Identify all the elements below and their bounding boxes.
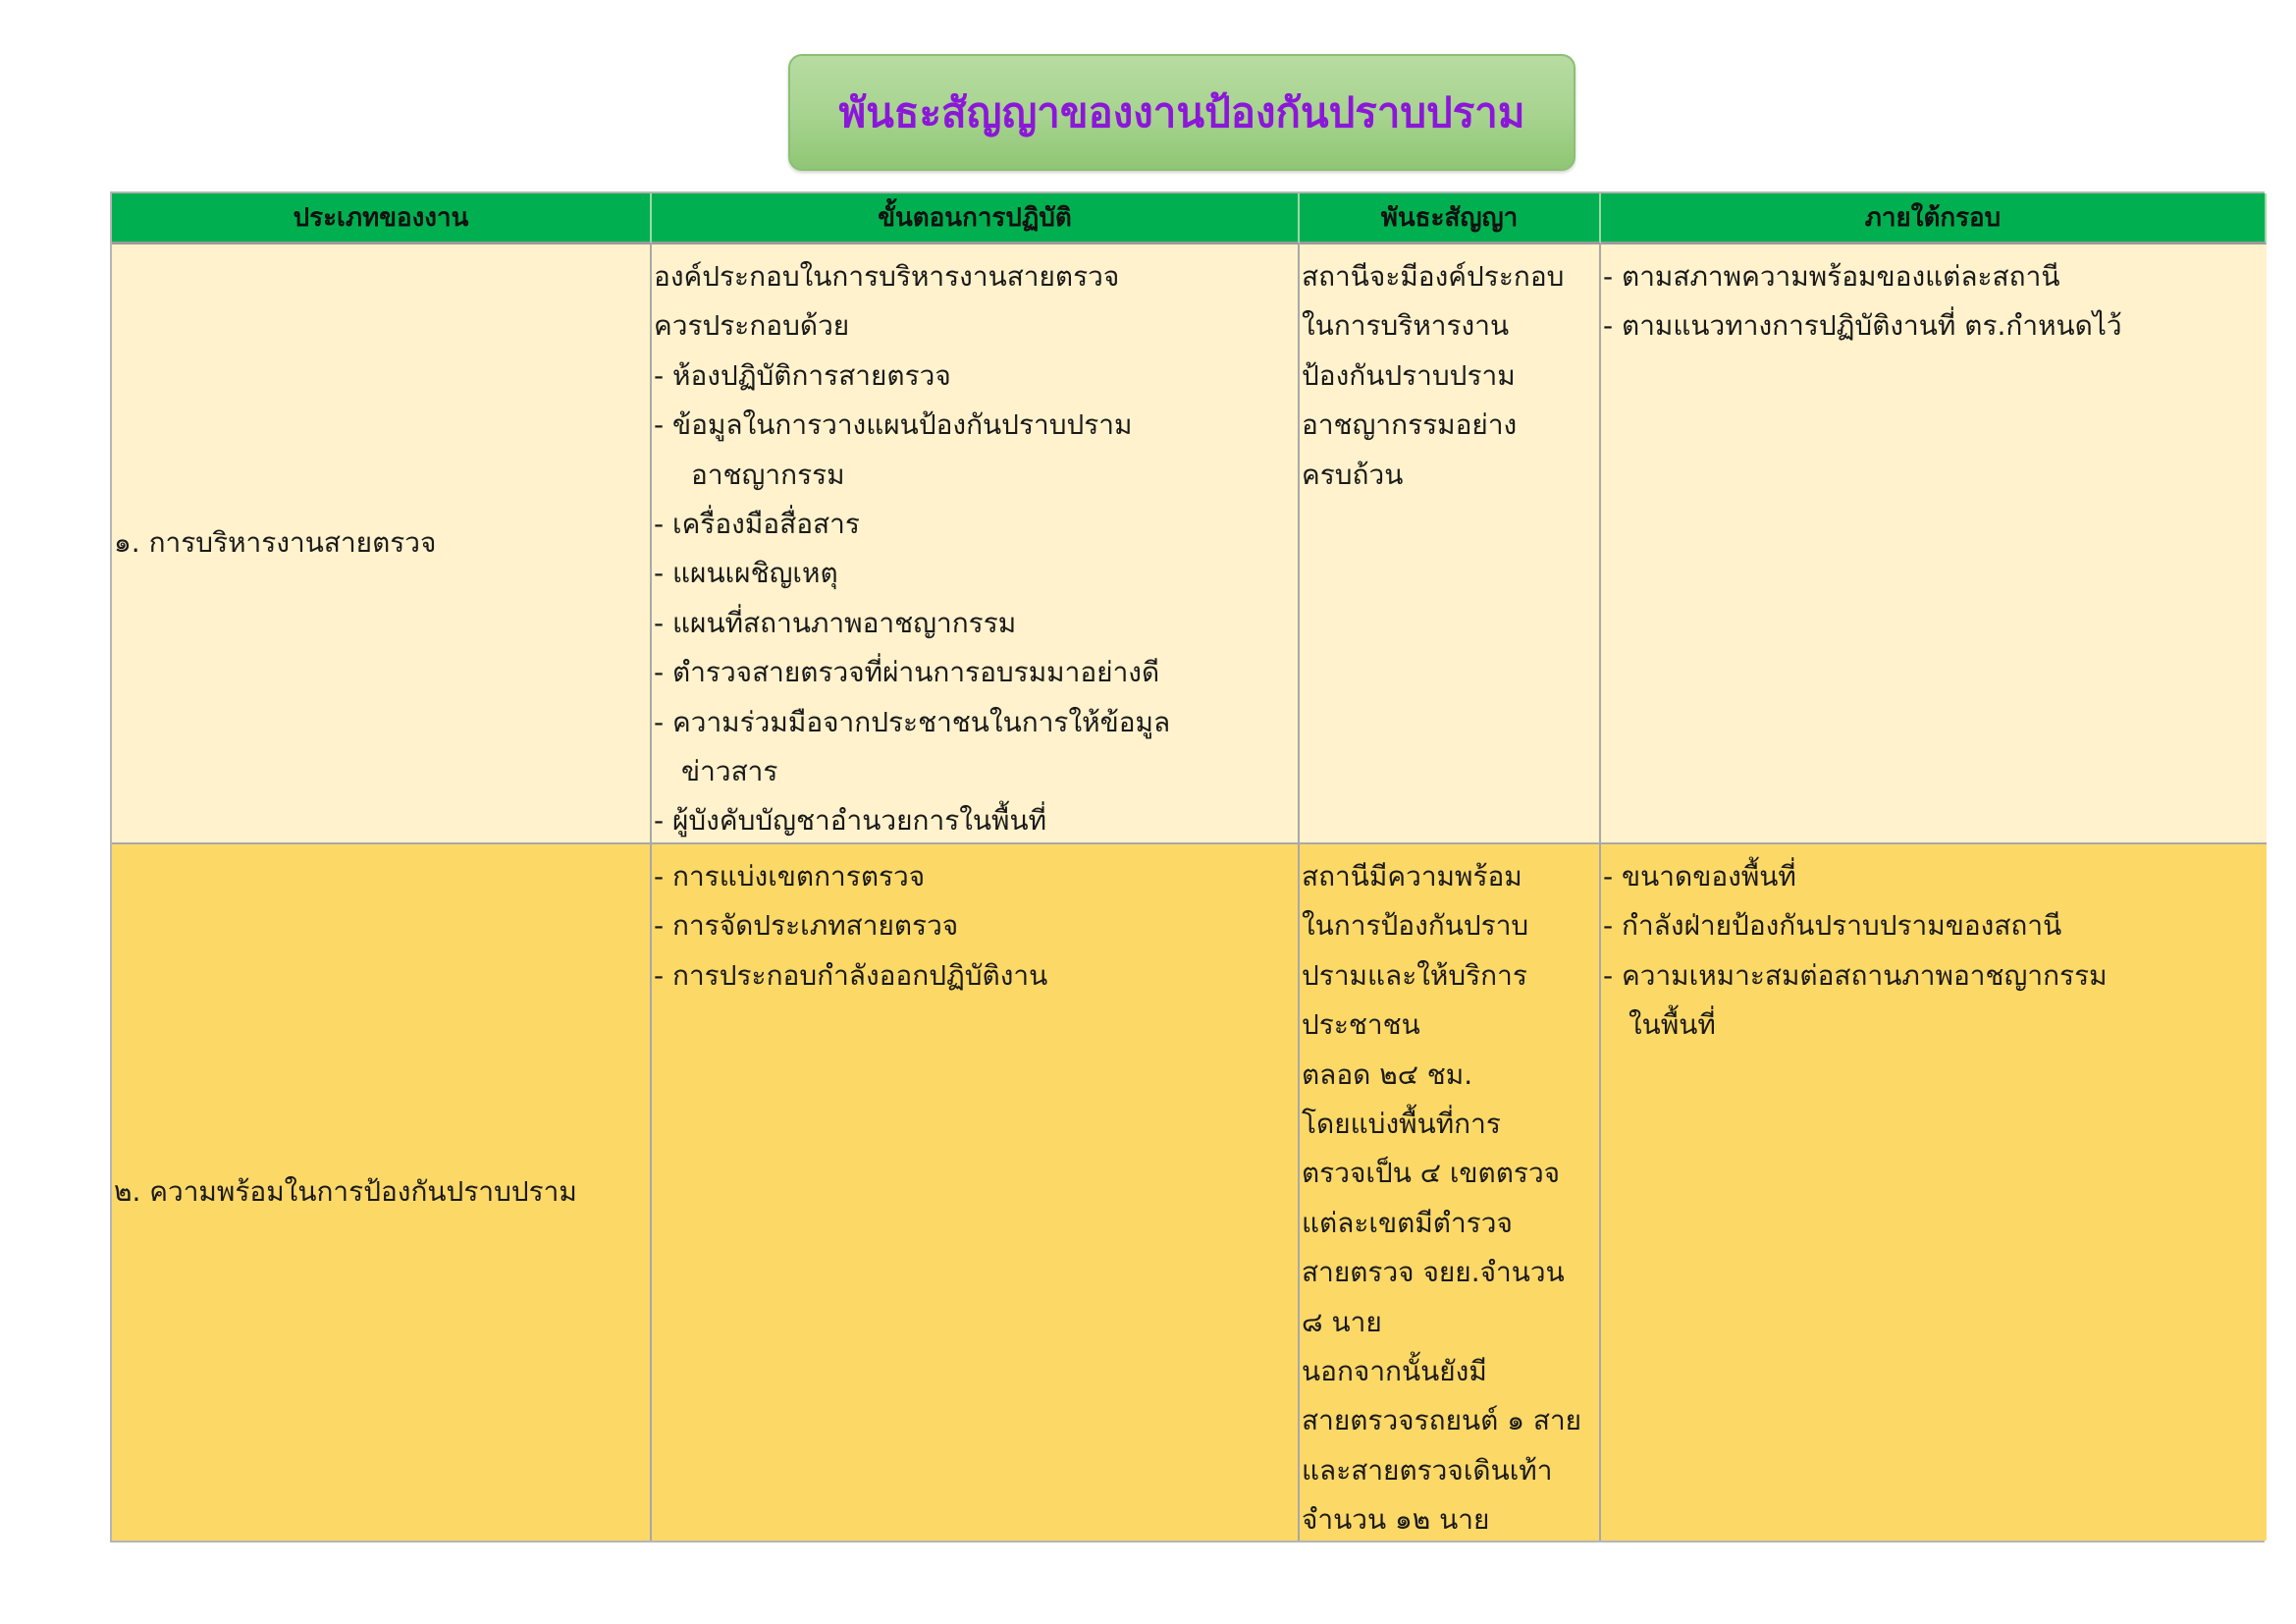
list-item: - ผู้บังคับบัญชาอำนวยการในพื้นที่ bbox=[654, 804, 1047, 838]
page-title: พันธะสัญญาของงานป้องกันปราบปราม bbox=[838, 87, 1525, 136]
list-item: - ความเหมาะสมต่อสถานภาพอาชญากรรม bbox=[1603, 958, 2108, 992]
list-item: ข่าวสาร bbox=[681, 755, 778, 788]
header-work-type: ประเภทของงาน bbox=[112, 193, 652, 244]
list-item: - การแบ่งเขตการตรวจ bbox=[654, 860, 926, 893]
row1-category: ๑. การบริหารงานสายตรวจ bbox=[114, 526, 437, 560]
list-item: ควรประกอบด้วย bbox=[654, 309, 850, 343]
list-item: - ห้องปฏิบัติการสายตรวจ bbox=[654, 358, 951, 392]
list-item: สถานีมีความพร้อม bbox=[1302, 860, 1522, 893]
list-item: - ข้อมูลในการวางแผนป้องกันปราบปราม bbox=[654, 408, 1133, 442]
list-item: สถานีจะมีองค์ประกอบ bbox=[1302, 260, 1565, 293]
list-item: - การประกอบกำลังออกปฏิบัติงาน bbox=[654, 958, 1048, 992]
list-item: - กำลังฝ่ายป้องกันปราบปรามของสถานี bbox=[1603, 909, 2062, 943]
row1-steps-cell bbox=[652, 244, 1300, 844]
list-item: สายตรวจรถยนต์ ๑ สาย bbox=[1302, 1404, 1582, 1437]
list-item: ในพื้นที่ bbox=[1629, 1008, 1716, 1042]
list-item: ในการป้องกันปราบ bbox=[1302, 909, 1529, 943]
list-item: นอกจากนั้นยังมี bbox=[1302, 1355, 1487, 1388]
list-item: แต่ละเขตมีตำรวจ bbox=[1302, 1206, 1513, 1239]
header-commitment: พันธะสัญญา bbox=[1300, 193, 1601, 244]
row1-commitment-cell bbox=[1300, 244, 1601, 844]
list-item: ครบถ้วน bbox=[1302, 458, 1404, 491]
list-item: องค์ประกอบในการบริหารงานสายตรวจ bbox=[654, 260, 1120, 293]
row2-category: ๒. ความพร้อมในการป้องกันปราบปราม bbox=[114, 1175, 577, 1209]
list-item: ตลอด ๒๔ ชม. bbox=[1302, 1057, 1473, 1091]
header-framework: ภายใต้กรอบ bbox=[1601, 193, 2267, 244]
header-procedure: ขั้นตอนการปฏิบัติ bbox=[652, 193, 1300, 244]
list-item: - ตามแนวทางการปฏิบัติงานที่ ตร.กำหนดไว้ bbox=[1603, 309, 2122, 343]
list-item: ตรวจเป็น ๔ เขตตรวจ bbox=[1302, 1157, 1561, 1190]
list-item: - แผนเผชิญเหตุ bbox=[654, 557, 838, 590]
list-item: - ตามสภาพความพร้อมของแต่ละสถานี bbox=[1603, 260, 2060, 293]
list-item: ปรามและให้บริการ bbox=[1302, 958, 1527, 992]
list-item: - ความร่วมมือจากประชาชนในการให้ข้อมูล bbox=[654, 705, 1171, 738]
row2-framework-cell bbox=[1601, 844, 2267, 1541]
list-item: ๘ นาย bbox=[1302, 1305, 1382, 1338]
row2-commitment-cell bbox=[1300, 844, 1601, 1541]
title-banner bbox=[788, 54, 1575, 171]
list-item: - ขนาดของพื้นที่ bbox=[1603, 860, 1796, 893]
commitment-table bbox=[110, 191, 2265, 1543]
list-item: สายตรวจ จยย.จำนวน bbox=[1302, 1256, 1565, 1289]
list-item: อาชญากรรมอย่าง bbox=[1302, 408, 1518, 442]
list-item: ป้องกันปราบปราม bbox=[1302, 358, 1516, 392]
list-item: - แผนที่สถานภาพอาชญากรรม bbox=[654, 606, 1017, 639]
list-item: ประชาชน bbox=[1302, 1008, 1420, 1042]
row2-category-cell bbox=[112, 844, 652, 1541]
list-item: โดยแบ่งพื้นที่การ bbox=[1302, 1108, 1501, 1141]
list-item: - เครื่องมือสื่อสาร bbox=[654, 508, 860, 541]
row1-category-cell bbox=[112, 244, 652, 844]
list-item: - ตำรวจสายตรวจที่ผ่านการอบรมมาอย่างดี bbox=[654, 656, 1160, 689]
list-item: ในการบริหารงาน bbox=[1302, 309, 1510, 343]
list-item: - การจัดประเภทสายตรวจ bbox=[654, 909, 959, 943]
row1-framework-cell bbox=[1601, 244, 2267, 844]
list-item: จำนวน ๑๒ นาย bbox=[1302, 1503, 1490, 1537]
list-item: อาชญากรรม bbox=[691, 458, 845, 491]
row2-steps-cell bbox=[652, 844, 1300, 1541]
list-item: และสายตรวจเดินเท้า bbox=[1302, 1453, 1553, 1487]
